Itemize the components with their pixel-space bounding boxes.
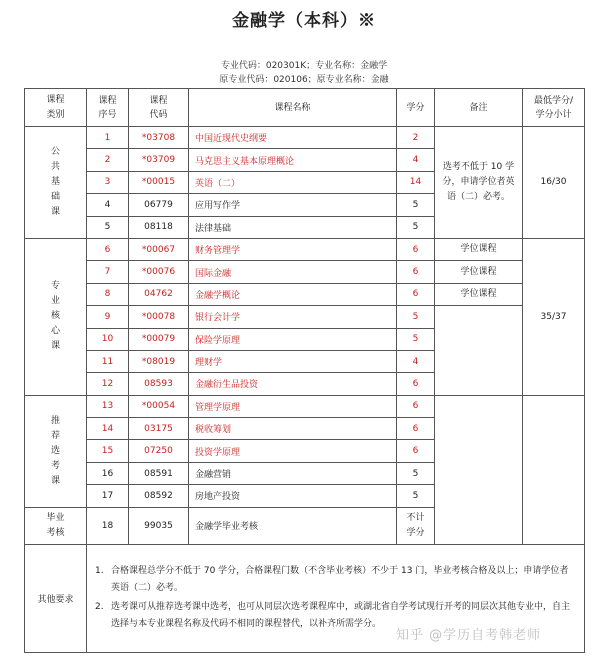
course-credit: 6 bbox=[397, 440, 435, 462]
course-code: 03175 bbox=[129, 418, 189, 440]
requirement-content: 合格课程总学分不低于 70 学分，合格课程门数（不含毕业考核）不少于 13 门，毕业考核合格及以上；申请学位者英语（二）必考。 bbox=[111, 566, 569, 594]
course-name: 金融学毕业考核 bbox=[189, 507, 397, 544]
course-name: 马克思主义基本原理概论 bbox=[189, 149, 397, 171]
course-credit: 5 bbox=[397, 328, 435, 350]
table-row bbox=[25, 283, 585, 305]
course-credit: 2 bbox=[397, 127, 435, 149]
requirement-item bbox=[95, 563, 576, 597]
course-credit: 6 bbox=[397, 373, 435, 395]
course-seq: 7 bbox=[87, 261, 129, 283]
course-name: 国际金融 bbox=[189, 261, 397, 283]
course-name: 房地产投资 bbox=[189, 485, 397, 507]
degree-course-note: 学位课程 bbox=[435, 238, 523, 260]
course-name: 金融营销 bbox=[189, 462, 397, 484]
category-graduation: 毕业 考核 bbox=[25, 507, 87, 544]
course-credit: 5 bbox=[397, 216, 435, 238]
course-seq: 1 bbox=[87, 127, 129, 149]
table-row bbox=[25, 395, 585, 417]
requirements-label: 其他要求 bbox=[25, 544, 87, 652]
course-credit: 5 bbox=[397, 194, 435, 216]
course-code: *00079 bbox=[129, 328, 189, 350]
course-code: 07250 bbox=[129, 440, 189, 462]
header-note: 备注 bbox=[435, 89, 523, 127]
core-min-credit: 35/37 bbox=[523, 238, 585, 395]
course-code: *08019 bbox=[129, 350, 189, 372]
course-name: 理财学 bbox=[189, 350, 397, 372]
category-public: 公 共 基 础 课 bbox=[25, 127, 87, 239]
elective-note-empty bbox=[435, 395, 523, 544]
course-credit: 5 bbox=[397, 485, 435, 507]
header-code: 课程 代码 bbox=[129, 89, 189, 127]
major-code-line: 专业代码：020301K；专业名称：金融学 bbox=[220, 61, 388, 71]
course-name: 税收筹划 bbox=[189, 418, 397, 440]
course-name: 投资学原理 bbox=[189, 440, 397, 462]
degree-course-note: 学位课程 bbox=[435, 261, 523, 283]
course-name: 保险学原理 bbox=[189, 328, 397, 350]
course-code: 99035 bbox=[129, 507, 189, 544]
course-credit: 6 bbox=[397, 261, 435, 283]
course-table bbox=[24, 88, 585, 653]
course-seq: 12 bbox=[87, 373, 129, 395]
requirement-content: 选考课可从推荐选考课中选考，也可从同层次选考课程库中，或湖北省自学考试现行开考的同层次其他专业中，自主选择与本专业课程名称及代码不相同的课程替代，以补齐所需学分。 bbox=[111, 602, 571, 630]
course-name: 法律基础 bbox=[189, 216, 397, 238]
course-code: 08118 bbox=[129, 216, 189, 238]
course-code: *03708 bbox=[129, 127, 189, 149]
header-name: 课程名称 bbox=[189, 89, 397, 127]
course-credit: 14 bbox=[397, 171, 435, 193]
core-note-empty bbox=[435, 306, 523, 396]
course-seq: 17 bbox=[87, 485, 129, 507]
course-code: 06779 bbox=[129, 194, 189, 216]
course-seq: 9 bbox=[87, 306, 129, 328]
course-code: *00054 bbox=[129, 395, 189, 417]
course-code: *00078 bbox=[129, 306, 189, 328]
public-note: 选考不低于 10 学分，申请学位者英语（二）必考。 bbox=[435, 127, 523, 239]
header-category: 课程 类别 bbox=[25, 89, 87, 127]
category-core: 专 业 核 心 课 bbox=[25, 238, 87, 395]
course-seq: 6 bbox=[87, 238, 129, 260]
course-code: 08591 bbox=[129, 462, 189, 484]
course-seq: 2 bbox=[87, 149, 129, 171]
course-credit: 6 bbox=[397, 418, 435, 440]
course-seq: 18 bbox=[87, 507, 129, 544]
course-name: 银行会计学 bbox=[189, 306, 397, 328]
watermark: 知乎 @学历自考韩老师 bbox=[396, 628, 542, 643]
course-seq: 13 bbox=[87, 395, 129, 417]
header-credit: 学分 bbox=[397, 89, 435, 127]
requirement-number: 2. bbox=[95, 602, 104, 613]
course-credit: 4 bbox=[397, 350, 435, 372]
course-credit: 5 bbox=[397, 462, 435, 484]
course-code: 08593 bbox=[129, 373, 189, 395]
course-name: 金融衍生品投资 bbox=[189, 373, 397, 395]
former-major-line: 原专业代码：020106；原专业名称：金融 bbox=[219, 75, 389, 85]
course-name: 财务管理学 bbox=[189, 238, 397, 260]
requirement-number: 1. bbox=[95, 566, 104, 577]
course-seq: 4 bbox=[87, 194, 129, 216]
course-code: 08592 bbox=[129, 485, 189, 507]
page-title: 金融学（本科）※ bbox=[232, 11, 376, 31]
course-credit: 不计 学分 bbox=[397, 507, 435, 544]
course-credit: 6 bbox=[397, 395, 435, 417]
course-code: *00015 bbox=[129, 171, 189, 193]
course-seq: 10 bbox=[87, 328, 129, 350]
course-seq: 8 bbox=[87, 283, 129, 305]
public-min-credit: 16/30 bbox=[523, 127, 585, 239]
course-seq: 16 bbox=[87, 462, 129, 484]
header-seq: 课程 序号 bbox=[87, 89, 129, 127]
course-name: 中国近现代史纲要 bbox=[189, 127, 397, 149]
course-name: 金融学概论 bbox=[189, 283, 397, 305]
course-name: 管理学原理 bbox=[189, 395, 397, 417]
course-seq: 3 bbox=[87, 171, 129, 193]
course-seq: 15 bbox=[87, 440, 129, 462]
course-seq: 5 bbox=[87, 216, 129, 238]
course-credit: 5 bbox=[397, 306, 435, 328]
course-code: *00076 bbox=[129, 261, 189, 283]
course-name: 应用写作学 bbox=[189, 194, 397, 216]
header-min: 最低学分/ 学分小计 bbox=[523, 89, 585, 127]
elective-min-empty bbox=[523, 395, 585, 544]
table-row bbox=[25, 306, 585, 328]
table-row bbox=[25, 261, 585, 283]
degree-course-note: 学位课程 bbox=[435, 283, 523, 305]
course-seq: 14 bbox=[87, 418, 129, 440]
course-name: 英语（二） bbox=[189, 171, 397, 193]
course-code: *00067 bbox=[129, 238, 189, 260]
course-seq: 11 bbox=[87, 350, 129, 372]
course-credit: 6 bbox=[397, 283, 435, 305]
course-credit: 6 bbox=[397, 238, 435, 260]
course-code: *03709 bbox=[129, 149, 189, 171]
course-code: 04762 bbox=[129, 283, 189, 305]
table-row bbox=[25, 127, 585, 149]
course-credit: 4 bbox=[397, 149, 435, 171]
category-elective: 推 荐 选 考 课 bbox=[25, 395, 87, 507]
table-row bbox=[25, 238, 585, 260]
